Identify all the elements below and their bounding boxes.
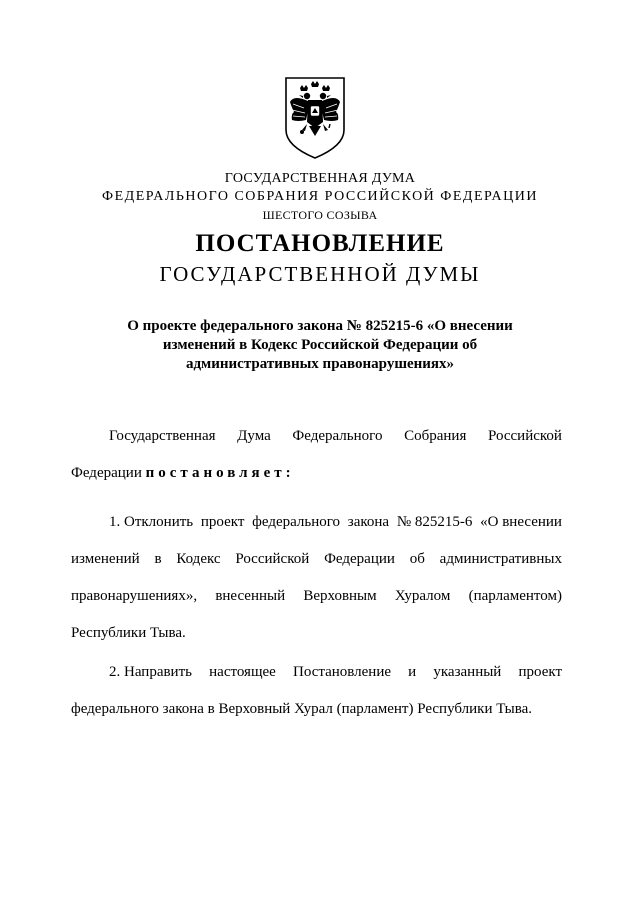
item-1-paragraph <box>71 514 562 662</box>
word: Российской <box>235 551 310 567</box>
word: настоящее <box>209 664 276 680</box>
word: закона <box>347 514 390 530</box>
paragraph-line <box>71 428 562 465</box>
header-duma: ГОСУДАРСТВЕННАЯ ДУМА <box>224 171 416 186</box>
word: Республики Тыва. <box>71 625 186 641</box>
word: об <box>409 551 425 567</box>
word: Собрания <box>404 428 467 444</box>
word: Хуралом <box>394 588 451 604</box>
subject-line: О проекте федерального закона № 825215-6 «О внесении <box>127 318 513 334</box>
preamble-paragraph <box>71 428 562 502</box>
subject-line: изменений в Кодекс Российской Федерации об <box>162 337 478 353</box>
word: правонарушениях», <box>71 588 198 604</box>
word: 2. Направить <box>109 664 192 680</box>
word: федерального <box>252 514 341 530</box>
word: Дума <box>237 428 271 444</box>
item-2-paragraph <box>71 664 562 738</box>
word: 1. Отклонить <box>109 514 194 530</box>
word: в <box>154 551 162 567</box>
subject-line: административных правонарушениях» <box>185 356 455 372</box>
word: «О внесении <box>480 514 562 530</box>
word: Верховным <box>303 588 377 604</box>
paragraph-line <box>71 514 562 551</box>
word: Федерации <box>324 551 395 567</box>
word: указанный <box>433 664 502 680</box>
header-federal-assembly: ФЕДЕРАЛЬНОГО СОБРАНИЯ РОССИЙСКОЙ ФЕДЕРАЦИИ <box>102 189 538 204</box>
word: и <box>408 664 417 680</box>
word: Федерального <box>292 428 383 444</box>
word: Постановление <box>292 664 392 680</box>
paragraph-line <box>71 465 562 502</box>
word: административных <box>439 551 562 567</box>
word: № 825215-6 <box>396 514 473 530</box>
paragraph-line <box>71 625 562 662</box>
word: Российской <box>488 428 562 444</box>
word: Федерации <box>71 465 146 481</box>
paragraph-line <box>71 551 562 588</box>
header-block <box>0 170 640 224</box>
paragraph-line <box>71 701 562 738</box>
paragraph-line <box>71 588 562 625</box>
header-convocation: ШЕСТОГО СОЗЫВА <box>262 208 378 222</box>
word: изменений <box>71 551 140 567</box>
word: внесенный <box>215 588 286 604</box>
word: проект <box>518 664 562 680</box>
document-title: ПОСТАНОВЛЕНИЕ <box>195 230 445 257</box>
word: проект <box>200 514 245 530</box>
coat-of-arms-icon <box>280 72 350 162</box>
word: (парламентом) <box>468 588 562 604</box>
decision-word: постановляет: <box>145 465 295 481</box>
document-subject <box>0 317 640 374</box>
word: Кодекс <box>176 551 221 567</box>
word: Государственная <box>109 428 216 444</box>
paragraph-line <box>71 664 562 701</box>
title-block <box>0 230 640 287</box>
document-subtitle: ГОСУДАРСТВЕННОЙ ДУМЫ <box>159 262 481 286</box>
word: федерального закона в Верховный Хурал (парламент) Республики Тыва. <box>71 701 533 717</box>
